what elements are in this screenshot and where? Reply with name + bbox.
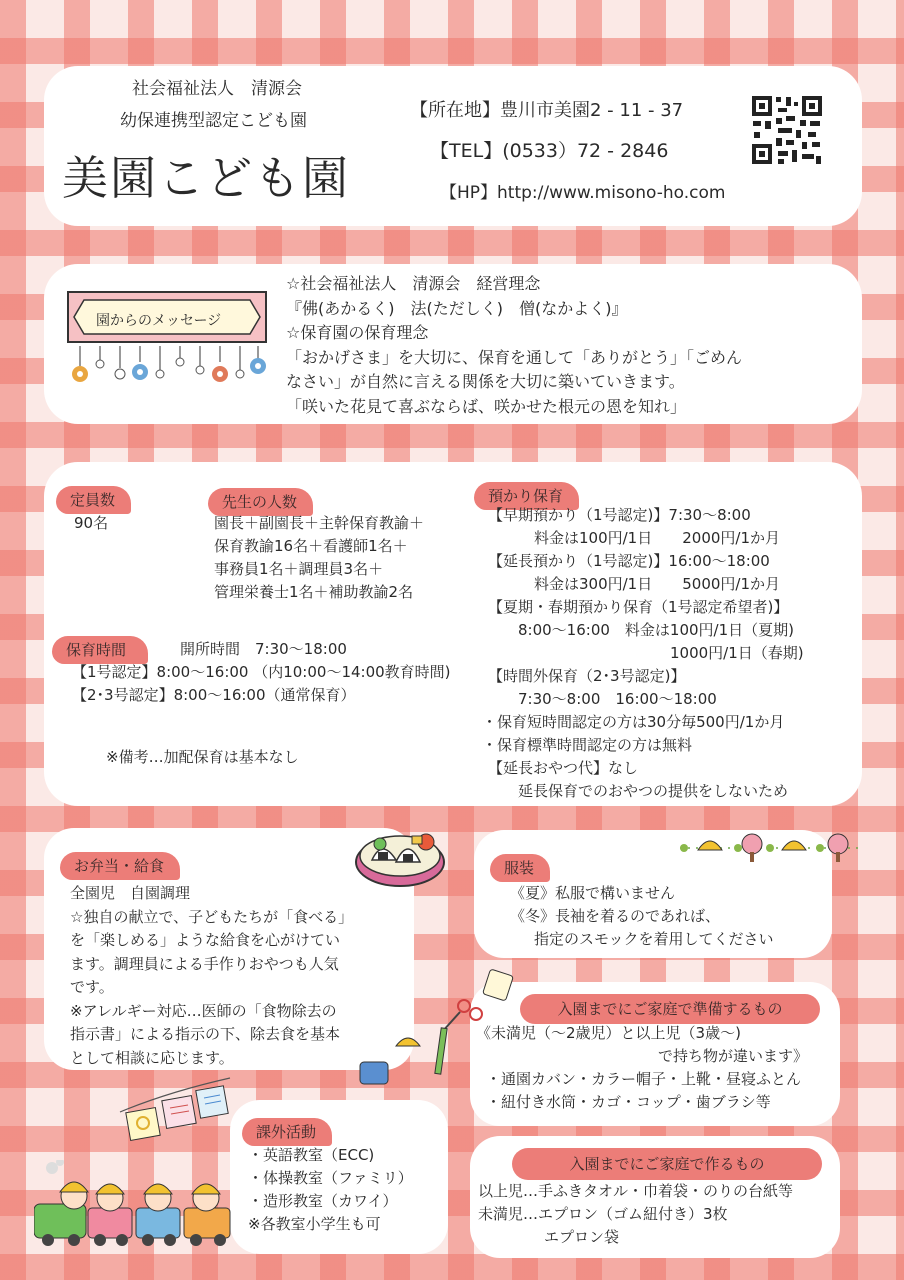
activities-line: ※各教室小学生も可 xyxy=(248,1215,381,1233)
lunch-line: ※アレルギー対応…医師の「食物除去の xyxy=(70,1001,337,1020)
teachers-tag: 先生の人数 xyxy=(208,488,313,516)
extended-line: 1000円/1日（春期) xyxy=(670,644,804,662)
hours-note: ※備考…加配保育は基本なし xyxy=(106,748,299,766)
extended-line: 【夏期・春期預かり保育（1号認定希望者)】 xyxy=(488,598,789,616)
prepare-text xyxy=(476,1022,808,1114)
clothing-line: 《夏》私服で構いません xyxy=(510,884,676,902)
prepare-line: ・通園カバン・カラー帽子・上靴・昼寝ふとん xyxy=(486,1070,802,1088)
lunch-line: です。 xyxy=(70,978,114,996)
prepare-line: ・紐付き水筒・カゴ・コップ・歯ブラシ等 xyxy=(486,1093,771,1111)
clothing-line: 《冬》長袖を着るのであれば、 xyxy=(510,907,721,925)
clothing-tag: 服装 xyxy=(490,854,550,882)
extended-line: 【延長おやつ代】なし xyxy=(488,759,639,777)
extended-line: 8:00～16:00 料金は100円/1日（夏期) xyxy=(518,621,794,639)
teachers-line: 事務員1名＋調理員3名＋ xyxy=(214,560,384,578)
hours-type23: 【2･3号認定】8:00～16:00（通常保育） xyxy=(72,686,356,704)
make-line: 以上児…手ふきタオル・巾着袋・のりの台紙等 xyxy=(478,1182,794,1200)
bento-icon xyxy=(352,820,448,890)
flag-garland-icon xyxy=(118,1076,232,1146)
prepare-line: で持ち物が違います》 xyxy=(658,1047,809,1065)
facility-type: 幼保連携型認定こども園 xyxy=(120,111,307,131)
prepare-line: 《未満児（～2歳児）と以上児（3歳～) xyxy=(476,1024,741,1042)
clothing-text xyxy=(510,882,774,951)
garland-icon xyxy=(62,286,272,390)
message-line: 「咲いた花見て喜ぶならば、咲かせた根元の恩を知れ」 xyxy=(286,396,687,416)
make-line: エプロン袋 xyxy=(544,1228,620,1246)
prepare-banner: 入園までにご家庭で準備するもの xyxy=(520,994,820,1024)
hat-icon xyxy=(680,830,860,864)
message-text xyxy=(286,272,742,419)
make-line: 未満児…エプロン（ゴム紐付き）3枚 xyxy=(478,1205,728,1223)
teachers-text xyxy=(214,512,424,604)
homepage-link[interactable]: 【HP】http://www.misono-ho.com xyxy=(440,183,726,203)
teachers-line: 園長＋副園長＋主幹保育教諭＋ xyxy=(214,514,425,532)
message-card xyxy=(44,264,862,424)
clothing-line: 指定のスモックを着用してください xyxy=(534,930,774,948)
lunch-text xyxy=(70,882,353,1070)
extended-line: 7:30～8:00 16:00～18:00 xyxy=(518,690,717,708)
message-line: ☆保育園の保育理念 xyxy=(286,323,429,342)
scissors-icon xyxy=(356,968,522,1086)
lunch-line: ます。調理員による手作りおやつも人気 xyxy=(70,954,339,973)
facility-name: 美園こども園 xyxy=(62,151,350,205)
make-text xyxy=(478,1180,793,1249)
message-line: 「おかげさま」を大切に、保育を通して「ありがとう」「ごめん xyxy=(286,347,743,367)
capacity-value: 90名 xyxy=(74,514,109,532)
message-line: 『佛(あかるく) 法(ただしく) 僧(なかよく)』 xyxy=(286,298,628,318)
kids-train-icon xyxy=(34,1160,240,1250)
extended-care-text xyxy=(482,504,804,803)
capacity-tag: 定員数 xyxy=(56,486,131,514)
opening-hours: 開所時間 7:30～18:00 xyxy=(180,640,347,658)
header-card xyxy=(44,66,862,226)
extended-line: 料金は300円/1日 5000円/1か月 xyxy=(534,575,780,593)
extended-line: 【時間外保育（2･3号認定)】 xyxy=(488,667,686,685)
lunch-line: ☆独自の献立で、子どもたちが「食べる」 xyxy=(70,907,354,926)
message-banner: 園からのメッセージ xyxy=(96,313,222,329)
extended-line: 【延長預かり（1号認定)】16:00～18:00 xyxy=(488,552,770,570)
address: 【所在地】豊川市美園2 - 11 - 37 xyxy=(410,100,684,121)
tel: 【TEL】(0533）72 - 2846 xyxy=(430,140,669,162)
extended-line: 【早期預かり（1号認定)】7:30～8:00 xyxy=(488,506,751,524)
teachers-line: 保育教諭16名＋看護師1名＋ xyxy=(214,537,408,555)
make-banner: 入園までにご家庭で作るもの xyxy=(512,1148,822,1180)
lunch-line: として相談に応じます。 xyxy=(70,1048,234,1067)
activities-line: ・英語教室（ECC) xyxy=(248,1146,375,1164)
extended-care-tag: 預かり保育 xyxy=(474,482,579,510)
extended-line: ・保育標準時間認定の方は無料 xyxy=(482,736,693,754)
info-card xyxy=(44,462,862,806)
activities-line: ・体操教室（ファミリ） xyxy=(248,1169,413,1187)
message-line: なさい」が自然に言える関係を大切に築いていきます。 xyxy=(286,372,685,391)
lunch-line: 全園児 自園調理 xyxy=(70,884,191,902)
org-name: 社会福祉法人 清源会 xyxy=(132,79,302,99)
hours-tag: 保育時間 xyxy=(52,636,148,664)
teachers-line: 管理栄養士1名＋補助教諭2名 xyxy=(214,583,414,601)
activities-tag: 課外活動 xyxy=(242,1118,332,1146)
activities-text xyxy=(248,1144,413,1236)
hours-type1: 【1号認定】8:00～16:00 （内10:00～14:00教育時間) xyxy=(72,663,451,681)
message-line: ☆社会福祉法人 清源会 経営理念 xyxy=(286,274,541,293)
qr-code-icon xyxy=(750,94,824,166)
activities-line: ・造形教室（カワイ） xyxy=(248,1192,398,1210)
activities-card xyxy=(230,1100,448,1254)
extended-line: 料金は100円/1日 2000円/1か月 xyxy=(534,529,780,547)
lunch-tag: お弁当・給食 xyxy=(60,852,180,880)
extended-line: ・保育短時間認定の方は30分毎500円/1か月 xyxy=(482,713,785,731)
extended-line: 延長保育でのおやつの提供をしないため xyxy=(518,782,789,800)
lunch-line: を「楽しめる」ような給食を心がけてい xyxy=(70,931,341,949)
lunch-line: 指示書」による指示の下、除去食を基本 xyxy=(70,1025,341,1043)
